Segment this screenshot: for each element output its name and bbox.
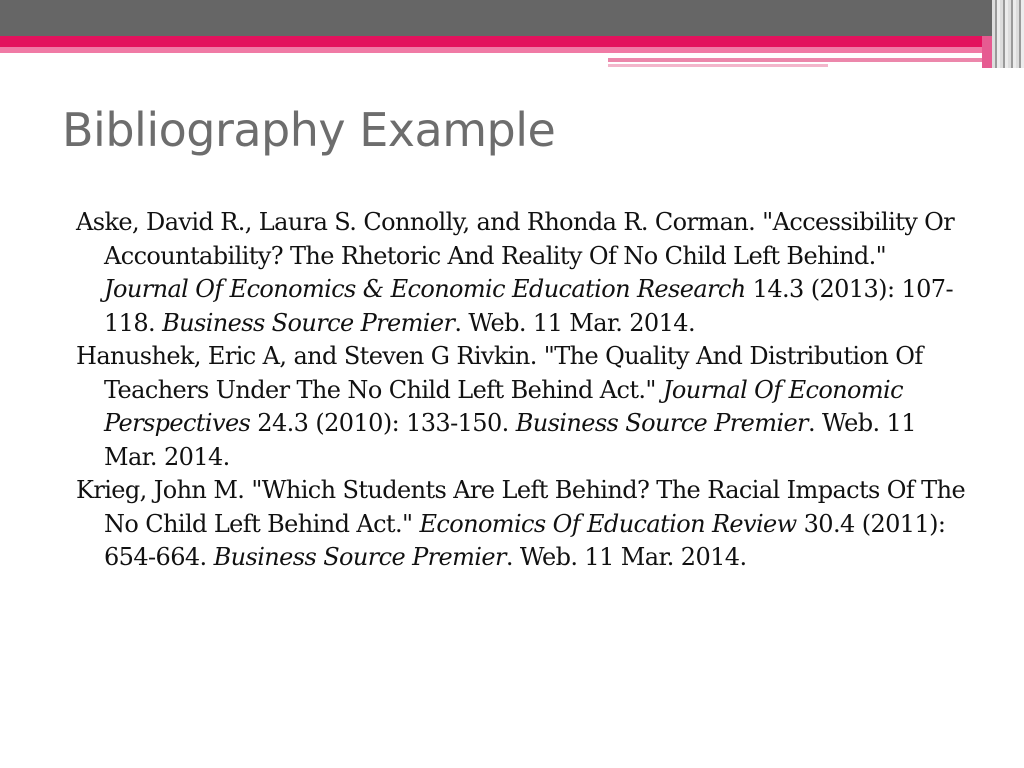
accent-stripe: [0, 47, 1000, 53]
entry-journal: Economics Of Education Review: [419, 509, 797, 538]
accent-line-short: [608, 64, 828, 67]
entry-volume: 14.3 (2013): 107-118.: [104, 275, 953, 337]
header-bar: [0, 0, 1024, 36]
corner-stripes: [992, 0, 1024, 68]
entry-access: . Web. 11 Mar. 2014.: [104, 409, 916, 471]
entry-journal: Journal Of Economic Perspectives: [104, 375, 903, 437]
accent-band: [0, 36, 1000, 47]
corner-accent: [982, 36, 992, 68]
entry-access: . Web. 11 Mar. 2014.: [505, 543, 747, 571]
entry-citation: Aske, David R., Laura S. Connolly, and Rhonda R. Corman. "Accessibility Or Accountability? The Rhetoric And Reality Of No Child Left Behind.": [76, 208, 955, 270]
entry-database: Business Source Premier: [162, 308, 455, 337]
entry-access: . Web. 11 Mar. 2014.: [454, 308, 695, 337]
entry-volume: 30.4 (2011): 654-664.: [104, 509, 946, 571]
bibliography-list: [76, 206, 966, 575]
entry-citation: Hanushek, Eric A, and Steven G Rivkin. "The Quality And Distribution Of Teachers Under The No Child Left Behind Act.": [76, 342, 923, 404]
bibliography-entry: [76, 206, 966, 340]
entry-database: Business Source Premier: [213, 543, 506, 571]
slide-title: Bibliography Example: [62, 103, 556, 157]
entry-volume: 24.3 (2010): 133-150.: [250, 409, 516, 437]
entry-journal: Journal Of Economics & Economic Education Research: [104, 275, 746, 303]
bibliography-entry: [76, 340, 966, 474]
entry-citation: Krieg, John M. "Which Students Are Left Behind? The Racial Impacts Of The No Child Left Behind Act.": [76, 476, 966, 538]
accent-line: [608, 58, 1000, 62]
entry-database: Business Source Premier: [515, 409, 808, 437]
bibliography-entry: [76, 474, 966, 575]
